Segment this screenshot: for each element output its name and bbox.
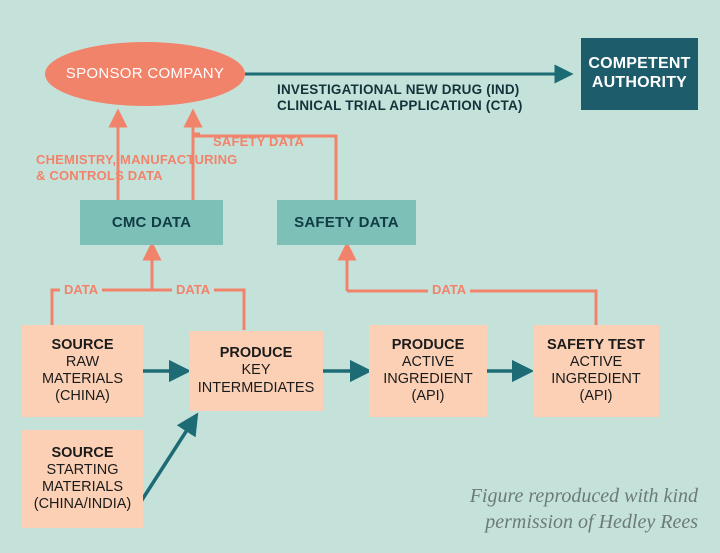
- produce-api-line-3: INGREDIENT: [383, 371, 473, 387]
- data-right-label: DATA: [432, 282, 467, 297]
- node-source-starting-materials: [22, 430, 143, 528]
- produce-api-line-1: PRODUCE: [391, 336, 465, 353]
- node-competent-authority: [581, 38, 698, 110]
- source-raw-line-2: RAW: [65, 353, 100, 370]
- connector-safety-elbow-b: [193, 125, 196, 134]
- safety-test-line-2: ACTIVE: [569, 353, 623, 370]
- figure-credit-line-1: Figure reproduced with kind: [469, 485, 698, 507]
- source-starting-line-3: MATERIALS: [41, 479, 124, 495]
- competent-authority-line-2: AUTHORITY: [591, 74, 688, 91]
- data-left-label: DATA: [64, 282, 99, 297]
- safety-test-line-4: (API): [579, 388, 613, 405]
- source-starting-line-2: STARTING: [46, 461, 119, 478]
- cmc-label-line-2: & CONTROLS DATA: [36, 167, 163, 183]
- produce-key-line-2: KEY: [241, 362, 271, 379]
- figure-credit: [368, 483, 698, 535]
- produce-key-line-3: INTERMEDIATES: [197, 379, 315, 396]
- source-raw-line-4: (CHINA): [55, 388, 110, 405]
- edge-label-data-right: [428, 282, 470, 298]
- source-raw-line-1: SOURCE: [51, 336, 114, 353]
- source-raw-line-3: MATERIALS: [41, 371, 124, 387]
- edge-label-cmc: [36, 152, 246, 183]
- node-produce-active-ingredient: [369, 325, 487, 417]
- node-produce-key-intermediates: [189, 331, 323, 411]
- node-source-raw-materials: [22, 325, 143, 417]
- cmc-label-line-1: CHEMISTRY, MANUFACTURING: [36, 152, 238, 167]
- safety-data-arrow-label: SAFETY DATA: [213, 134, 305, 149]
- source-starting-line-1: SOURCE: [51, 444, 114, 461]
- sponsor-company-label: SPONSOR COMPANY: [65, 65, 225, 83]
- produce-api-line-4: (API): [411, 388, 445, 405]
- safety-data-label: SAFETY DATA: [294, 213, 399, 231]
- edge-label-ind-cta: [277, 82, 567, 114]
- ind-cta-line-1: INVESTIGATIONAL NEW DRUG (IND): [277, 82, 520, 97]
- node-cmc-data: [80, 200, 223, 245]
- node-safety-test-active-ingredient: [533, 325, 659, 417]
- node-safety-data: [277, 200, 416, 245]
- competent-authority-line-1: COMPETENT: [588, 55, 691, 73]
- produce-api-line-2: ACTIVE: [401, 353, 455, 370]
- ind-cta-line-2: CLINICAL TRIAL APPLICATION (CTA): [277, 98, 523, 114]
- produce-key-line-1: PRODUCE: [219, 345, 293, 362]
- source-starting-line-4: (CHINA/INDIA): [33, 496, 132, 513]
- safety-test-line-3: INGREDIENT: [551, 371, 641, 387]
- safety-test-line-1: SAFETY TEST: [546, 336, 646, 353]
- connector-starting-to-intermediates: [140, 416, 196, 503]
- edge-label-data-left: [60, 282, 102, 298]
- edge-label-safety-data: [213, 134, 304, 150]
- figure-credit-line-2: permission of Hedley Rees: [485, 511, 698, 533]
- edge-label-data-mid: [172, 282, 214, 298]
- node-sponsor-company: [45, 42, 245, 106]
- cmc-data-label: CMC DATA: [111, 213, 192, 231]
- data-mid-label: DATA: [176, 282, 211, 297]
